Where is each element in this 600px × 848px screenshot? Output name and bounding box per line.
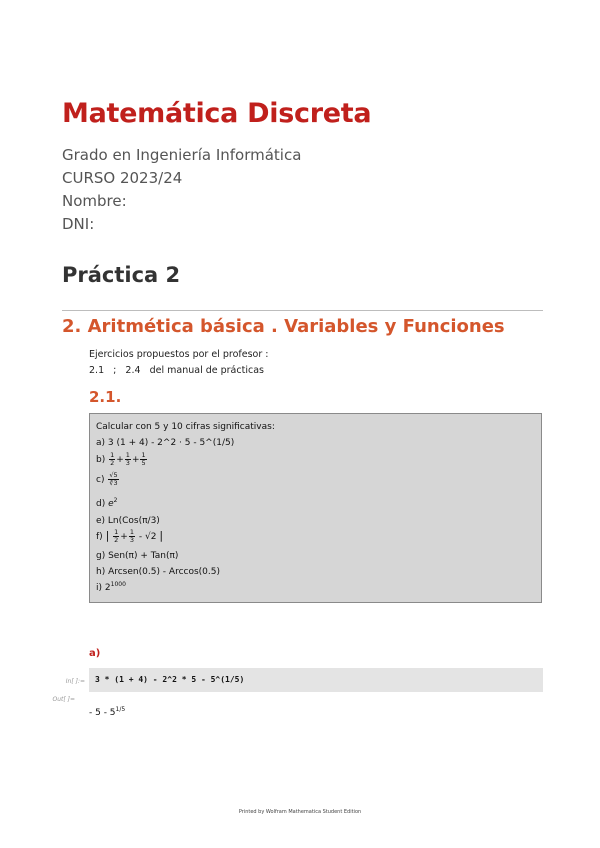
plus-sign: + <box>131 455 140 465</box>
exercise-g: g) Sen(π) + Tan(π) <box>96 551 179 561</box>
fraction: $\frac{1}{2}$ <box>114 528 119 544</box>
course-line: CURSO 2023/24 <box>62 169 183 187</box>
print-footer: Printed by Wolfram Mathematica Student Edition <box>238 809 362 815</box>
input-label: In[ ]:= <box>65 678 85 685</box>
part-a-heading: a) <box>89 648 101 659</box>
input-code[interactable]: 3 * (1 + 4) - 2^2 * 5 - 5^(1/5) <box>95 675 245 684</box>
exercise-h: h) Arcsen(0.5) - Arccos(0.5) <box>96 567 221 577</box>
input-cell[interactable] <box>89 668 543 692</box>
exercise-i-label: i) <box>96 583 103 593</box>
dni-line: DNI: <box>62 215 95 233</box>
document-title: Matemática Discreta <box>62 98 372 129</box>
fraction: $\frac{√5}{∛3}$ <box>109 471 118 487</box>
section-divider <box>62 310 543 311</box>
exercise-intro: Calcular con 5 y 10 cifras significativas: <box>96 422 275 432</box>
plus-sign: + <box>116 455 124 465</box>
section-title: 2. Aritmética básica . Variables y Funciones <box>62 316 505 337</box>
output-exponent: 1/5 <box>115 706 126 713</box>
abs-bar-right: | <box>159 529 164 542</box>
exercise-d-label: d) <box>96 499 106 509</box>
exponent: 2 <box>113 497 118 504</box>
exercise-b-label: b) <box>96 455 106 465</box>
subsection-title: 2.1. <box>89 388 122 406</box>
output-expression: - 5 - 5 <box>89 708 116 718</box>
exercise-f-label: f) <box>96 532 103 542</box>
output-cell <box>89 706 125 718</box>
exercise-f: f) | $\frac{1}{2}$ + $\frac{1}{3}$ - √2 | <box>96 528 164 544</box>
fraction: $\frac{1}{3}$ <box>129 528 134 544</box>
practica-heading: Práctica 2 <box>62 263 181 287</box>
exercise-c <box>96 472 120 487</box>
power-base: 2 <box>104 583 111 593</box>
intro-line-1: Ejercicios propuestos por el profesor : <box>89 349 269 360</box>
exercise-b <box>96 452 148 467</box>
exercise-d <box>96 497 117 509</box>
sqrt-term: - √2 <box>138 532 157 542</box>
exercise-box <box>89 413 542 603</box>
exercise-c-label: c) <box>96 475 105 485</box>
exercise-e: e) Ln(Cos(π/3) <box>96 516 160 526</box>
exponent: 1000 <box>110 581 126 588</box>
fraction: $\frac{1}{2}$ <box>110 451 115 467</box>
abs-bar-left: | <box>105 529 110 542</box>
fraction: $\frac{1}{5}$ <box>141 451 146 467</box>
exercise-a: a) 3 (1 + 4) - 2^2 · 5 - 5^(1/5) <box>96 438 235 448</box>
fraction: $\frac{1}{3}$ <box>125 451 130 467</box>
euler-e: e <box>108 499 114 509</box>
intro-line-2: 2.1 ; 2.4 del manual de prácticas <box>89 365 264 376</box>
exercise-i <box>96 581 126 593</box>
output-label: Out[ ]= <box>52 696 75 703</box>
name-line: Nombre: <box>62 192 127 210</box>
degree-line: Grado en Ingeniería Informática <box>62 146 302 164</box>
